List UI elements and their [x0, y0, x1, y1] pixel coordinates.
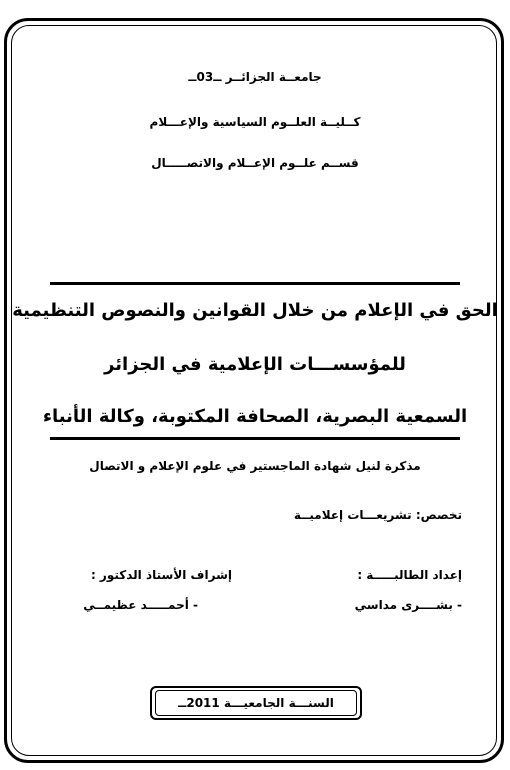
student-name: - بشــــرى مداسي	[354, 598, 462, 612]
supervisor-label: إشراف الأستاذ الدكتور :	[90, 568, 232, 582]
bottom-title-rule	[50, 437, 460, 440]
department-name: قســم علــوم الإعــلام والاتصـــــال	[151, 156, 359, 170]
title-line-2: للمؤسســـات الإعلامية في الجزائر	[104, 354, 406, 375]
supervisor-name: - أحمـــــد عظيمــي	[83, 598, 198, 612]
title-line-1: الحق في الإعلام من خلال القوانين والنصوص التنظيمية	[12, 300, 498, 321]
top-title-rule	[50, 282, 460, 285]
university-name: جامعــة الجزائــر ــ03ــ	[188, 70, 322, 84]
thesis-note: مذكرة لنيل شهادة الماجستير في علوم الإعلام و الاتصال	[89, 459, 421, 473]
academic-year: السنـــة الجامعيـــة 2011ــ	[155, 690, 357, 716]
faculty-name: كــليــة العلــوم السياسية والإعـــلام	[149, 115, 361, 129]
specialization: تخصص: تشريعـــات إعلاميــة	[293, 508, 462, 522]
page-border-inner	[11, 25, 497, 756]
title-line-3: السمعية البصرية، الصحافة المكتوبة، وكالة الأنباء	[42, 406, 468, 427]
student-label: إعداد الطالبـــــة :	[357, 568, 462, 582]
